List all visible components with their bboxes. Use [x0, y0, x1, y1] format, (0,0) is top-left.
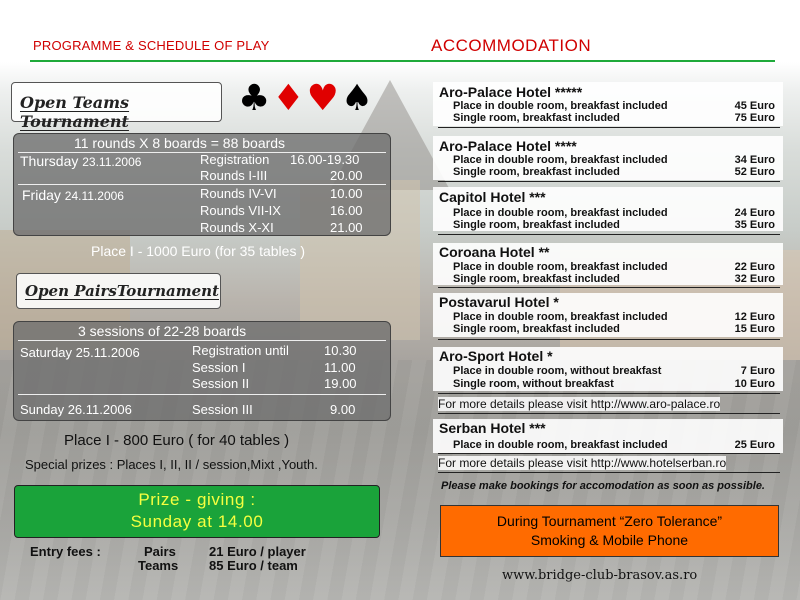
room-price: 32 Euro	[734, 273, 775, 285]
hotel-divider	[438, 413, 780, 414]
room-description: Single room, breakfast included	[453, 273, 620, 285]
teams-fee-value: 85 Euro / team	[209, 558, 298, 573]
pairs-fee-value: 21 Euro / player	[209, 544, 306, 559]
room-description: Single room, breakfast included	[453, 112, 620, 124]
room-price: 75 Euro	[734, 112, 775, 124]
schedule-time: 20.00	[330, 168, 363, 183]
special-prizes: Special prizes : Places I, II, II / session,Mixt ,Youth.	[25, 457, 318, 472]
accommodation-heading: ACCOMMODATION	[431, 36, 592, 55]
room-price: 34 Euro	[734, 154, 775, 166]
room-description: Place in double room, breakfast included	[453, 154, 668, 166]
saturday-date: Saturday 25.11.2006	[20, 345, 140, 360]
pairs-first-prize: Place I - 800 Euro ( for 40 tables )	[64, 432, 290, 449]
hotel-name: Capitol Hotel ***	[439, 189, 546, 205]
hotel-divider	[438, 127, 780, 128]
hotel-block	[433, 293, 783, 337]
spade-icon: ♠	[340, 78, 376, 119]
pairs-tournament-title: Open PairsTournament	[16, 273, 221, 309]
schedule-label: Session III	[192, 402, 253, 417]
divider	[18, 340, 386, 341]
diamond-icon: ♦	[272, 78, 307, 119]
hotel-block	[433, 136, 783, 180]
schedule-label: Registration	[200, 152, 270, 167]
pairs-summary: 3 sessions of 22-28 boards	[78, 323, 247, 339]
room-description: Place in double room, breakfast included	[453, 207, 668, 219]
club-website-link[interactable]: www.bridge-club-brasov.as.ro	[502, 568, 698, 583]
schedule-time: 9.00	[330, 402, 356, 417]
schedule-time: 11.00	[324, 360, 356, 375]
hotel-divider	[438, 453, 780, 454]
club-icon: ♣	[238, 78, 273, 119]
room-price: 7 Euro	[740, 365, 775, 377]
prize-giving-label: Prize - giving :	[138, 490, 256, 509]
room-description: Place in double room, breakfast included	[453, 311, 668, 323]
schedule-time: 10.00	[330, 186, 363, 201]
pairs-fee-label: Pairs	[144, 544, 176, 559]
hotel-divider	[438, 181, 780, 182]
divider	[18, 184, 386, 185]
schedule-time: 21.00	[330, 220, 363, 235]
teams-first-prize: Place I - 1000 Euro (for 35 tables )	[91, 243, 305, 259]
room-description: Place in double room, breakfast included	[453, 439, 668, 451]
hotel-name: Aro-Sport Hotel *	[439, 348, 553, 364]
hotel-name: Serban Hotel ***	[439, 420, 546, 436]
schedule-time: 16.00-19.30	[290, 152, 360, 167]
zero-tolerance-title: During Tournament “Zero Tolerance”	[496, 513, 723, 529]
hotel-name: Aro-Palace Hotel *****	[439, 84, 583, 100]
programme-heading: PROGRAMME & SCHEDULE OF PLAY	[33, 38, 270, 53]
hotel-name: Coroana Hotel **	[439, 244, 550, 260]
zero-tolerance-subject: Smoking & Mobile Phone	[530, 532, 689, 548]
room-price: 35 Euro	[734, 219, 775, 231]
hotel-divider	[438, 234, 780, 235]
pairs-schedule-panel	[13, 321, 391, 421]
hotel-block	[433, 243, 783, 285]
teams-tournament-title: Open Teams Tournament	[11, 82, 222, 122]
aro-palace-details-link[interactable]: For more details please visit http://www.aro-palace.ro	[438, 397, 721, 411]
room-price: 15 Euro	[734, 323, 775, 335]
room-price: 25 Euro	[734, 439, 775, 451]
schedule-label: Session I	[192, 360, 246, 375]
room-price: 45 Euro	[734, 100, 775, 112]
room-price: 12 Euro	[734, 311, 775, 323]
thursday-day	[20, 153, 141, 169]
schedule-time: 19.00	[324, 376, 357, 391]
hotel-block	[433, 347, 783, 391]
schedule-label: Rounds VII-IX	[200, 203, 281, 218]
teams-schedule-panel	[13, 133, 391, 236]
room-price: 52 Euro	[734, 166, 775, 178]
card-suits	[238, 78, 375, 119]
room-description: Single room, breakfast included	[453, 166, 620, 178]
room-price: 24 Euro	[734, 207, 775, 219]
room-description: Place in double room, breakfast included	[453, 100, 668, 112]
teams-summary: 11 rounds X 8 boards = 88 boards	[74, 135, 286, 151]
booking-note: Please make bookings for accomodation as soon as possible.	[441, 480, 765, 492]
divider	[18, 394, 386, 395]
heart-icon: ♥	[306, 78, 341, 119]
thursday-date: 23.11.2006	[82, 155, 142, 169]
hotel-divider	[438, 287, 780, 288]
teams-fee-label: Teams	[138, 558, 179, 573]
hotel-divider	[438, 339, 780, 340]
hotel-name: Aro-Palace Hotel ****	[439, 138, 577, 154]
hotel-divider	[438, 472, 780, 473]
entry-fees-label: Entry fees :	[30, 544, 101, 559]
hotel-divider	[438, 393, 780, 394]
schedule-label: Session II	[192, 376, 250, 391]
room-description: Single room, breakfast included	[453, 219, 620, 231]
schedule-label: Rounds X-XI	[200, 220, 274, 235]
room-description: Place in double room, without breakfast	[453, 365, 662, 377]
hotel-block	[433, 419, 783, 453]
hotel-name: Postavarul Hotel *	[439, 294, 559, 310]
schedule-label: Registration until	[192, 343, 289, 358]
hotel-block	[433, 82, 783, 126]
room-price: 10 Euro	[734, 378, 775, 390]
hotel-block	[433, 187, 783, 231]
header-divider	[30, 60, 775, 62]
zero-tolerance-box	[440, 505, 779, 557]
room-price: 22 Euro	[734, 261, 775, 273]
friday-day	[22, 187, 124, 203]
room-description: Single room, without breakfast	[453, 378, 614, 390]
prize-giving-box	[14, 485, 380, 538]
room-description: Single room, breakfast included	[453, 323, 620, 335]
schedule-time: 10.30	[324, 343, 357, 358]
schedule-label: Rounds I-III	[200, 168, 268, 183]
room-description: Place in double room, breakfast included	[453, 261, 668, 273]
schedule-label: Rounds IV-VI	[200, 186, 277, 201]
page-header	[0, 0, 800, 62]
friday-label: Friday	[22, 187, 61, 203]
prize-giving-time: Sunday at 14.00	[130, 512, 264, 531]
friday-date: 24.11.2006	[64, 189, 124, 203]
schedule-time: 16.00	[330, 203, 363, 218]
sunday-date: Sunday 26.11.2006	[20, 402, 132, 417]
hotel-serban-details-link[interactable]: For more details please visit http://www.hotelserban.ro	[438, 456, 727, 470]
thursday-label: Thursday	[20, 153, 79, 169]
